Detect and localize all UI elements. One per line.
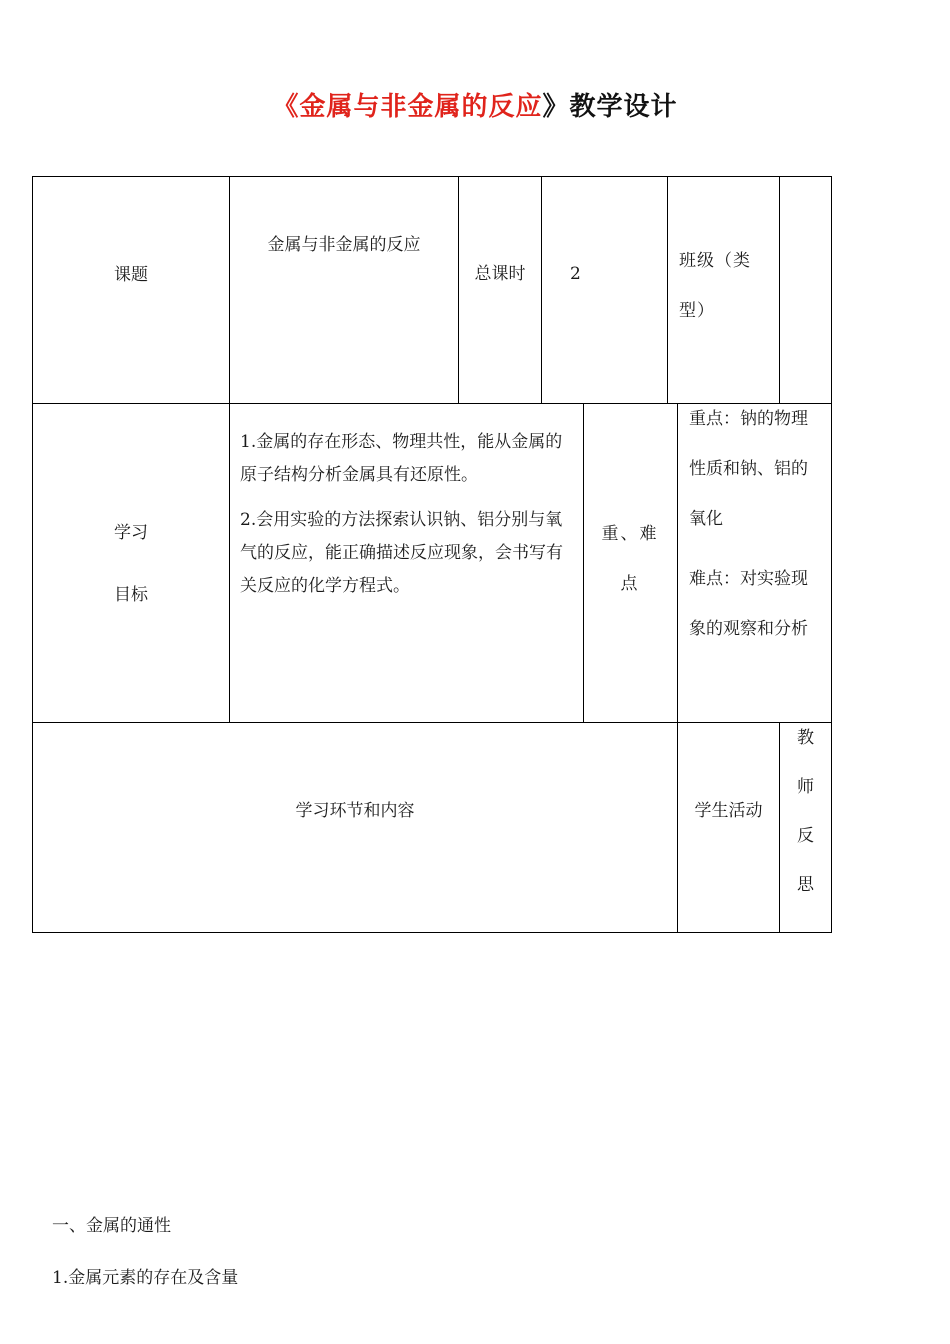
objective-2: 2.会用实验的方法探索认识钠、铝分别与氧气的反应，能正确描述反应现象，会书写有关反应的化学方程式。: [240, 510, 563, 596]
keypoints-label: 重、难点: [601, 524, 659, 594]
hours-value: 2: [570, 264, 581, 284]
title-black-part: 》教学设计: [542, 92, 678, 122]
keypoints-content: [689, 394, 823, 654]
document-title: [0, 86, 950, 123]
student-activity-label: 学生活动: [694, 801, 763, 821]
hours-label: 总课时: [474, 264, 526, 284]
objectives-label-line-1: 学习: [114, 523, 148, 543]
objectives-label: [33, 502, 229, 626]
content-label: 学习环节和内容: [295, 801, 415, 821]
class-type-label: 班级（类型）: [679, 251, 751, 321]
section-heading-1: 一、金属的通性: [52, 1216, 171, 1236]
keypoint-focus: 重点：钠的物理性质和钠、铝的氧化: [689, 409, 808, 529]
keypoint-difficulty: 难点：对实验现象的观察和分析: [689, 569, 808, 639]
topic-value: 金属与非金属的反应: [267, 235, 421, 255]
subsection-heading-1: 1.金属元素的存在及含量: [52, 1268, 239, 1288]
objectives-list: [240, 426, 576, 603]
title-red-part: 《金属与非金属的反应: [272, 92, 543, 122]
teacher-reflection-label: 教师反思: [797, 728, 814, 895]
objective-1: 1.金属的存在形态、物理共性，能从金属的原子结构分析金属具有还原性。: [240, 432, 563, 485]
objectives-label-line-2: 目标: [114, 585, 148, 605]
topic-label: 课题: [114, 265, 148, 285]
